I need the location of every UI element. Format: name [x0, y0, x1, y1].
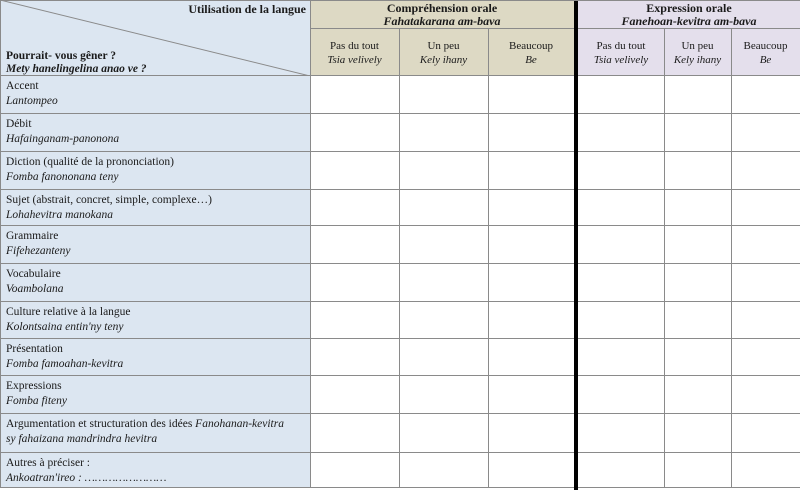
rating-cell[interactable]: [399, 302, 488, 339]
rating-cell[interactable]: [664, 453, 731, 488]
rating-cell[interactable]: [488, 264, 574, 302]
grid-line-vertical: [664, 29, 665, 488]
rating-cell[interactable]: [731, 302, 800, 339]
grid-line-vertical: [731, 29, 732, 488]
rating-cell[interactable]: [664, 152, 731, 190]
rating-cell[interactable]: [578, 190, 664, 226]
rating-cell[interactable]: [578, 453, 664, 488]
row-label-fr: Diction (qualité de la prononciation): [6, 156, 174, 168]
level-label-fr: Pas du tout: [596, 40, 646, 52]
level-header-1-3: [488, 29, 574, 76]
rating-cell[interactable]: [488, 226, 574, 264]
row-label-fr: Débit: [6, 118, 32, 130]
rating-cell[interactable]: [578, 152, 664, 190]
rating-cell[interactable]: [310, 376, 399, 414]
rating-cell[interactable]: [399, 414, 488, 453]
rating-cell[interactable]: [488, 76, 574, 114]
rating-cell[interactable]: [664, 376, 731, 414]
level-label-mg: Be: [525, 54, 537, 66]
row-label-mg-inline: Fanohanan-kevitra: [195, 418, 284, 430]
rating-cell[interactable]: [664, 190, 731, 226]
rating-cell[interactable]: [310, 453, 399, 488]
grid-line-vertical: [488, 29, 489, 488]
rating-cell[interactable]: [310, 76, 399, 114]
row-label: [0, 114, 310, 152]
row-label-fr: Expressions: [6, 380, 62, 392]
rating-cell[interactable]: [578, 264, 664, 302]
row-label-mg: Voambolana: [6, 283, 64, 295]
rating-cell[interactable]: [399, 339, 488, 376]
row-label-fr: Vocabulaire: [6, 268, 61, 280]
rating-cell[interactable]: [488, 376, 574, 414]
rating-cell[interactable]: [310, 226, 399, 264]
level-header-1-2: [399, 29, 488, 76]
rating-cell[interactable]: [310, 264, 399, 302]
corner-bottom-label-mg: Mety hanelingelina anao ve ?: [6, 63, 147, 75]
rating-cell[interactable]: [399, 152, 488, 190]
level-header-2-3: [731, 29, 800, 76]
rating-cell[interactable]: [578, 376, 664, 414]
row-label-fr: Grammaire: [6, 230, 59, 242]
group-title-fr: Expression orale: [646, 1, 732, 15]
row-label: [0, 453, 310, 488]
level-label-mg: Tsia velively: [327, 54, 382, 66]
row-label-mg: Fomba fanononana teny: [6, 171, 119, 183]
corner-bottom-label-fr: Pourrait- vous gêner ?: [6, 50, 116, 62]
row-label-mg: Fomba fiteny: [6, 395, 67, 407]
rating-cell[interactable]: [488, 414, 574, 453]
row-label-mg: Ankoatran'ireo : ……………………: [6, 472, 167, 484]
rating-cell[interactable]: [399, 376, 488, 414]
rating-cell[interactable]: [310, 114, 399, 152]
row-label-mg: Fomba famoahan-kevitra: [6, 358, 124, 370]
level-header-2-2: [664, 29, 731, 76]
rating-cell[interactable]: [664, 226, 731, 264]
level-label-mg: Tsia velively: [593, 54, 649, 66]
rating-cell[interactable]: [664, 114, 731, 152]
row-label: [0, 226, 310, 264]
rating-cell[interactable]: [731, 376, 800, 414]
rating-cell[interactable]: [731, 76, 800, 114]
rating-cell[interactable]: [488, 152, 574, 190]
row-label-fr: Culture relative à la langue: [6, 306, 131, 318]
rating-cell[interactable]: [399, 453, 488, 488]
row-label: [0, 302, 310, 339]
level-label-fr: Beaucoup: [743, 40, 788, 52]
row-label-mg: sy fahaizana mandrindra hevitra: [6, 433, 158, 445]
rating-cell[interactable]: [488, 302, 574, 339]
rating-cell[interactable]: [578, 302, 664, 339]
rating-cell[interactable]: [578, 114, 664, 152]
level-label-fr: Un peu: [681, 40, 714, 52]
rating-cell[interactable]: [310, 302, 399, 339]
level-header-1-1: [310, 29, 399, 76]
rating-cell[interactable]: [731, 414, 800, 453]
rating-cell[interactable]: [399, 190, 488, 226]
row-label-fr: Sujet (abstrait, concret, simple, complexe…): [6, 194, 212, 206]
grid-line-vertical: [310, 0, 311, 488]
row-label: [0, 339, 310, 376]
rating-cell[interactable]: [488, 453, 574, 488]
rating-cell[interactable]: [578, 226, 664, 264]
rating-cell[interactable]: [578, 339, 664, 376]
level-header-2-1: [578, 29, 664, 76]
row-label: [0, 414, 310, 453]
row-label-mg: Hafainganam-panonona: [6, 133, 120, 145]
rating-cell[interactable]: [578, 76, 664, 114]
level-label-fr: Beaucoup: [509, 40, 553, 52]
row-label: [0, 152, 310, 190]
rating-cell[interactable]: [399, 76, 488, 114]
row-label-fr: Argumentation et structuration des idées: [6, 418, 193, 430]
level-label-fr: Pas du tout: [330, 40, 379, 52]
group-title-fr: Compréhension orale: [386, 1, 498, 15]
rating-cell[interactable]: [399, 226, 488, 264]
corner-header: [0, 0, 310, 76]
rating-cell[interactable]: [664, 302, 731, 339]
row-label-mg: Lantompeo: [6, 95, 58, 107]
row-label: [0, 376, 310, 414]
row-label-fr: Accent: [6, 80, 39, 92]
rating-cell[interactable]: [731, 264, 800, 302]
rating-cell[interactable]: [731, 114, 800, 152]
row-label-mg: Kolontsaina entin'ny teny: [6, 321, 124, 333]
row-label: [0, 76, 310, 114]
row-label: [0, 190, 310, 226]
row-label-fr: Autres à préciser :: [6, 457, 90, 469]
group-header-2: [578, 0, 800, 29]
grid-line-vertical: [399, 29, 400, 488]
row-label-mg: Fifehezanteny: [6, 245, 71, 257]
rating-cell[interactable]: [664, 76, 731, 114]
corner-top-label: Utilisation de la langue: [188, 2, 306, 16]
group-title-mg: Fahatakarana am-bava: [383, 14, 501, 28]
rating-cell[interactable]: [310, 152, 399, 190]
rating-cell[interactable]: [399, 114, 488, 152]
level-label-mg: Kely ihany: [419, 54, 468, 66]
rating-cell[interactable]: [731, 190, 800, 226]
rating-cell[interactable]: [731, 226, 800, 264]
rating-cell[interactable]: [488, 114, 574, 152]
rating-cell[interactable]: [399, 264, 488, 302]
row-label: [0, 264, 310, 302]
group-header-1: [310, 0, 574, 29]
rating-cell[interactable]: [731, 152, 800, 190]
rating-cell[interactable]: [310, 414, 399, 453]
rating-cell[interactable]: [488, 339, 574, 376]
rating-cell[interactable]: [578, 414, 664, 453]
rating-cell[interactable]: [664, 264, 731, 302]
level-label-mg: Kely ihany: [673, 54, 722, 66]
table-border-left: [0, 0, 1, 488]
rating-cell[interactable]: [310, 190, 399, 226]
group-divider: [574, 0, 578, 490]
rating-cell[interactable]: [731, 339, 800, 376]
rating-cell[interactable]: [310, 339, 399, 376]
rating-cell[interactable]: [664, 414, 731, 453]
level-label-fr: Un peu: [427, 40, 460, 52]
group-title-mg: Fanehoan-kevitra am-bava: [621, 14, 757, 28]
level-label-mg: Be: [759, 54, 772, 66]
row-label-fr: Présentation: [6, 343, 63, 355]
table-border-top: [0, 0, 800, 1]
rating-cell[interactable]: [731, 453, 800, 488]
row-label-mg: Lohahevitra manokana: [6, 209, 114, 221]
rating-cell[interactable]: [488, 190, 574, 226]
rating-cell[interactable]: [664, 339, 731, 376]
